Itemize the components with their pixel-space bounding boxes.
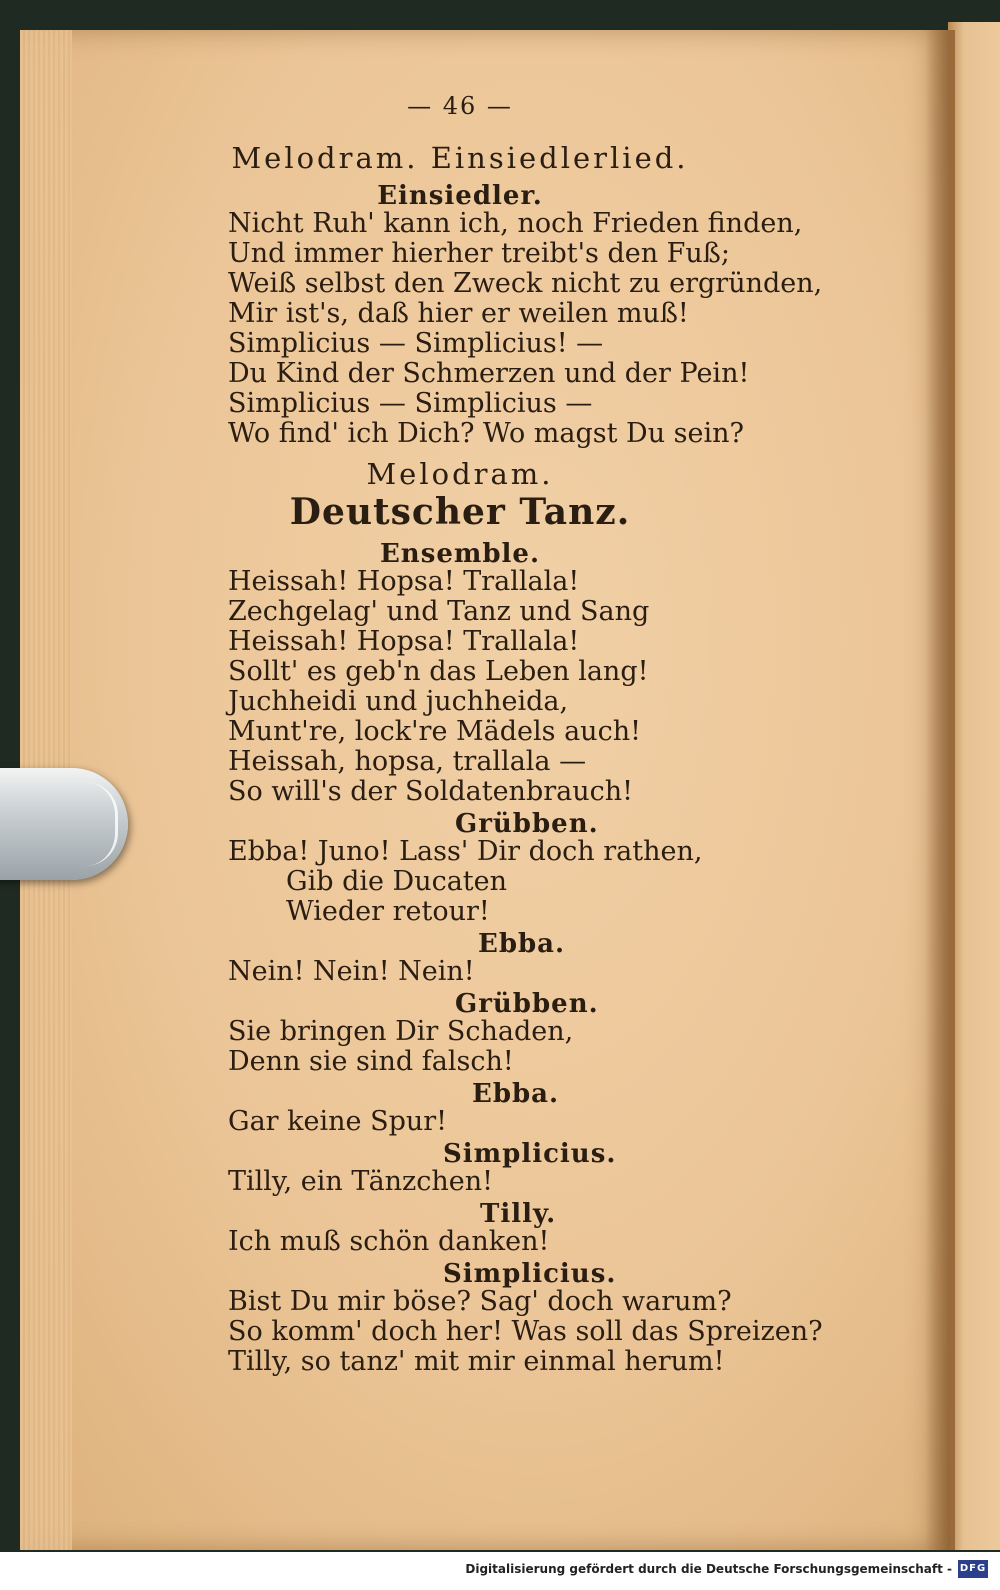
speaker-label: Simplicius. (443, 1259, 617, 1289)
speaker-label: Grübben. (455, 989, 599, 1019)
speaker-label: Simplicius. (443, 1139, 617, 1169)
verse-line: Tilly, so tanz' mit mir einmal herum! (228, 1346, 725, 1377)
dfg-logo-icon: DFG (958, 1560, 988, 1578)
verse-line: Bist Du mir böse? Sag' doch warum? (228, 1286, 732, 1317)
digitization-footer (0, 1552, 1000, 1590)
verse-line: Munt're, lock're Mädels auch! (228, 716, 641, 747)
verse-line: Sie bringen Dir Schaden, (228, 1016, 574, 1047)
footer-credit: Digitalisierung gefördert durch die Deutsche Forschungsgemeinschaft - (465, 1562, 952, 1576)
speaker-label: Einsiedler. (377, 181, 543, 211)
speaker-label: Ebba. (472, 1079, 560, 1109)
verse-line: Heissah! Hopsa! Trallala! (228, 626, 580, 657)
verse-line: Simplicius — Simplicius — (228, 388, 593, 419)
verse-line: Und immer hierher treibt's den Fuß; (228, 238, 730, 269)
verse-line: Du Kind der Schmerzen und der Pein! (228, 358, 750, 389)
verse-line: Wieder retour! (286, 896, 490, 927)
verse-line: Heissah, hopsa, trallala — (228, 746, 587, 777)
speaker-label: Ensemble. (379, 539, 541, 569)
verse-line: Weiß selbst den Zweck nicht zu ergründen, (228, 268, 823, 299)
verse-line: So will's der Soldatenbrauch! (228, 776, 633, 807)
verse-line: Mir ist's, daß hier er weilen muß! (228, 298, 689, 329)
verse-line: Gib die Ducaten (286, 866, 508, 897)
verse-line: Ebba! Juno! Lass' Dir doch rathen, (228, 836, 703, 867)
verse-line: Nein! Nein! Nein! (228, 956, 475, 987)
section-heading: Melodram. (366, 457, 554, 491)
verse-line: Tilly, ein Tänzchen! (228, 1166, 494, 1197)
verse-line: Zechgelag' und Tanz und Sang (228, 596, 650, 627)
speaker-label: Grübben. (455, 809, 599, 839)
verse-line: Gar keine Spur! (228, 1106, 448, 1137)
verse-line: Sollt' es geb'n das Leben lang! (228, 656, 649, 687)
speaker-label: Ebba. (478, 929, 566, 959)
verse-line: Wo find' ich Dich? Wo magst Du sein? (228, 418, 745, 449)
speaker-label: Tilly. (480, 1199, 557, 1229)
verse-line: Ich muß schön danken! (228, 1226, 550, 1257)
page-number: — 46 — (407, 92, 513, 120)
verse-line: So komm' doch her! Was soll das Spreizen? (228, 1316, 823, 1347)
verse-line: Juchheidi und juchheida, (228, 686, 569, 717)
verse-line: Heissah! Hopsa! Trallala! (228, 566, 580, 597)
verse-line: Denn sie sind falsch! (228, 1046, 514, 1077)
section-title: Deutscher Tanz. (289, 491, 631, 533)
section-heading: Melodram. Einsiedlerlied. (231, 141, 689, 175)
verse-line: Simplicius — Simplicius! — (228, 328, 604, 359)
verse-line: Nicht Ruh' kann ich, noch Frieden finden, (228, 208, 803, 239)
